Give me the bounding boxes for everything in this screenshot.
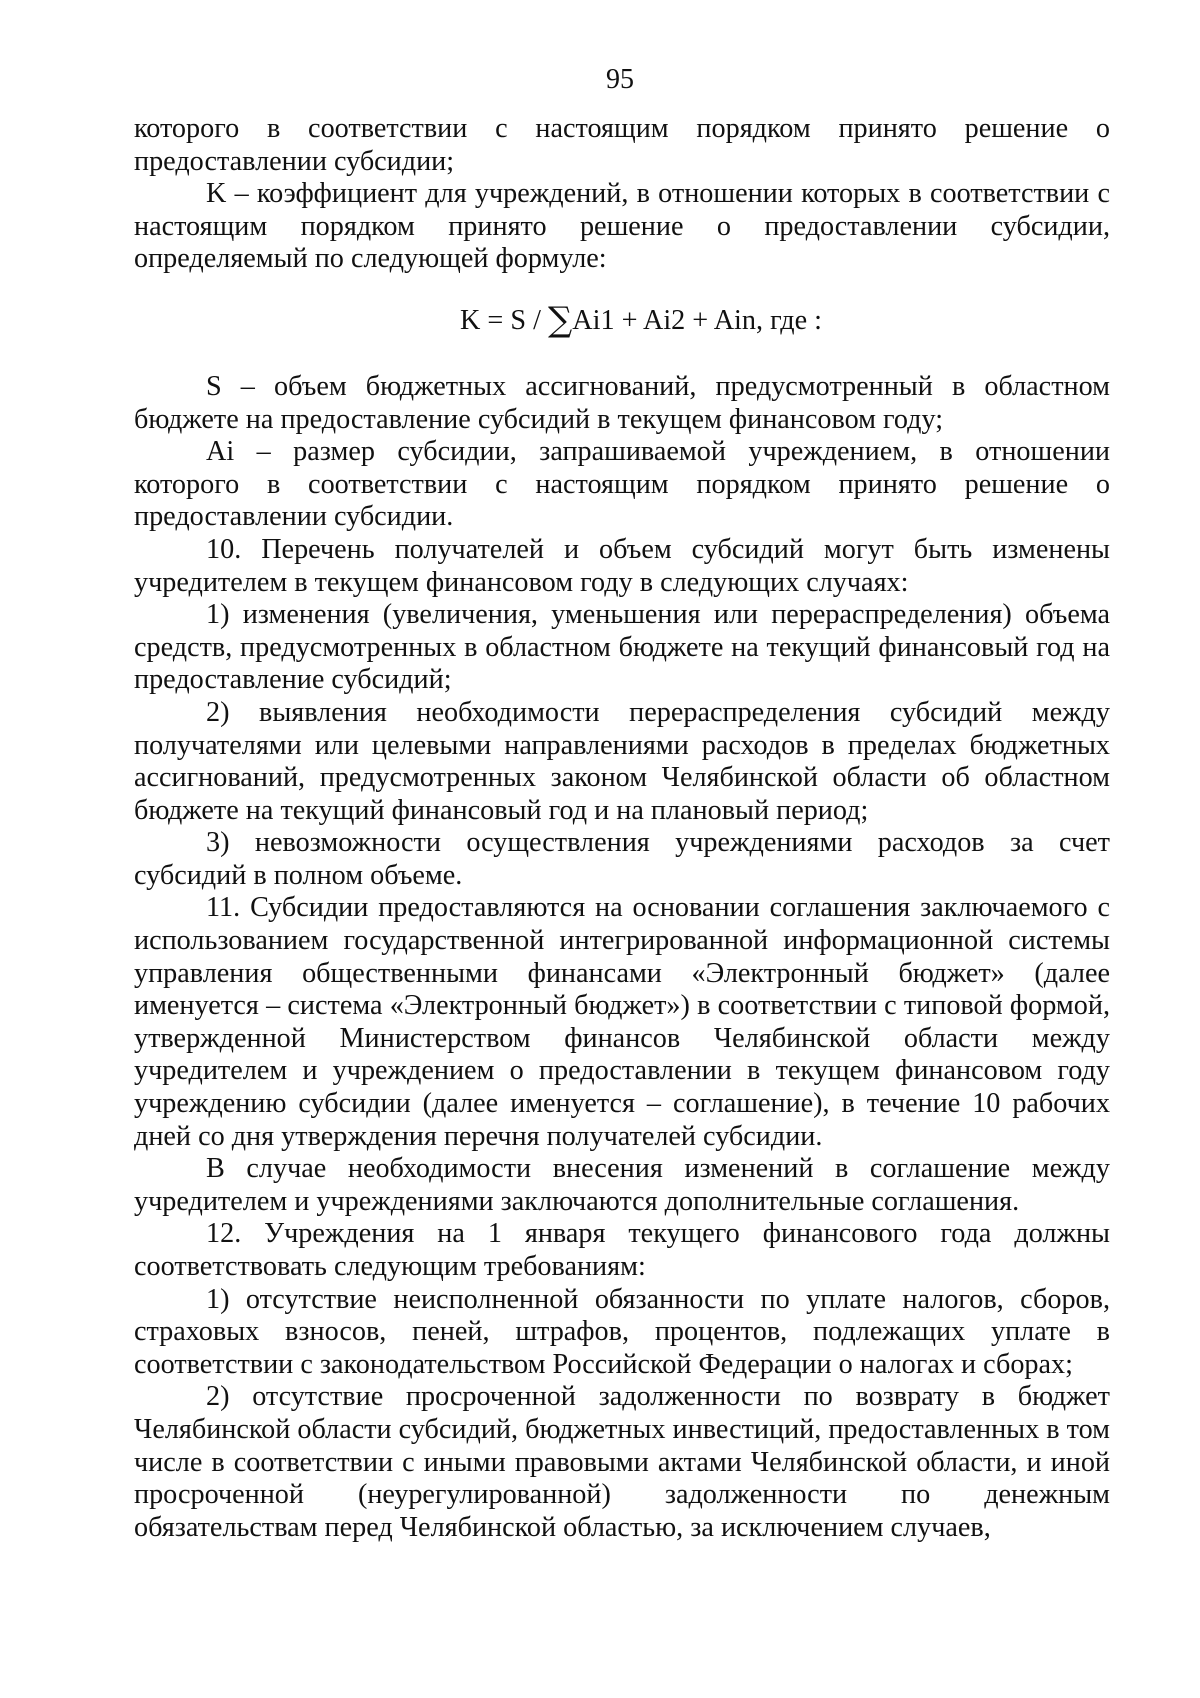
page-number: 95 bbox=[606, 64, 634, 95]
list-item-10-1: 1) изменения (увеличения, уменьшения или перераспределения) объема средств, предусмотренных в областном бюджете на текущий финансовый год на предоставление субсидий; bbox=[134, 599, 1110, 696]
document-body bbox=[134, 113, 1110, 1544]
formula-right: Ai1 + Ai2 + Ain, где : bbox=[572, 304, 822, 336]
paragraph-additional-agreements: В случае необходимости внесения изменений в соглашение между учредителем и учреждениями заключаются дополнительные соглашения. bbox=[134, 1153, 1110, 1217]
formula bbox=[134, 299, 1110, 340]
paragraph-section-11: 11. Субсидии предоставляются на основании соглашения заключаемого с использованием государственной интегрированной информационной системы управления общественными финансами «Электронный бюджет» (далее именуется – система «Электронный бюджет») в соответствии с типовой формой, утвержденной Министерством финансов Челябинской области между учредителем и учреждением о предоставлении в текущем финансовом году учреждению субсидии (далее именуется – соглашение), в течение 10 рабочих дней со дня утверждения перечня получателей субсидии. bbox=[134, 892, 1110, 1152]
paragraph-s-definition: S – объем бюджетных ассигнований, предусмотренный в областном бюджете на предоставление субсидий в текущем финансовом году; bbox=[134, 370, 1110, 435]
list-item-10-3: 3) невозможности осуществления учреждениями расходов за счет субсидий в полном объеме. bbox=[134, 827, 1110, 891]
list-item-12-2: 2) отсутствие просроченной задолженности по возврату в бюджет Челябинской области субсидий, бюджетных инвестиций, предоставленных в том числе в соответствии с иными правовыми актами Челябинской области, и иной просроченной (неурегулированной) задолженности по денежным обязательствам перед Челябинской областью, за исключением случаев, bbox=[134, 1381, 1110, 1543]
paragraph-ai-definition: Ai – размер субсидии, запрашиваемой учреждением, в отношении которого в соответствии с настоящим порядком принято решение о предоставлении субсидии. bbox=[134, 436, 1110, 533]
paragraph-section-12: 12. Учреждения на 1 января текущего финансового года должны соответствовать следующим требованиям: bbox=[134, 1218, 1110, 1282]
sigma-icon: ∑ bbox=[547, 299, 573, 340]
formula-left: K = S / bbox=[460, 304, 548, 336]
list-item-12-1: 1) отсутствие неисполненной обязанности по уплате налогов, сборов, страховых взносов, пеней, штрафов, процентов, подлежащих уплате в соответствии с законодательством Российской Федерации о налогах и сборах; bbox=[134, 1283, 1110, 1380]
paragraph-continuation: которого в соответствии с настоящим порядком принято решение о предоставлении субсидии; bbox=[134, 113, 1110, 177]
paragraph-k-definition: K – коэффициент для учреждений, в отношении которых в соответствии с настоящим порядком принято решение о предоставлении субсидии, определяемый по следующей формуле: bbox=[134, 178, 1110, 275]
list-item-10-2: 2) выявления необходимости перераспределения субсидий между получателями или целевыми направлениями расходов в пределах бюджетных ассигнований, предусмотренных законом Челябинской области об областном бюджете на текущий финансовый год и на плановый период; bbox=[134, 696, 1110, 826]
paragraph-section-10: 10. Перечень получателей и объем субсидий могут быть изменены учредителем в текущем финансовом году в следующих случаях: bbox=[134, 533, 1110, 598]
